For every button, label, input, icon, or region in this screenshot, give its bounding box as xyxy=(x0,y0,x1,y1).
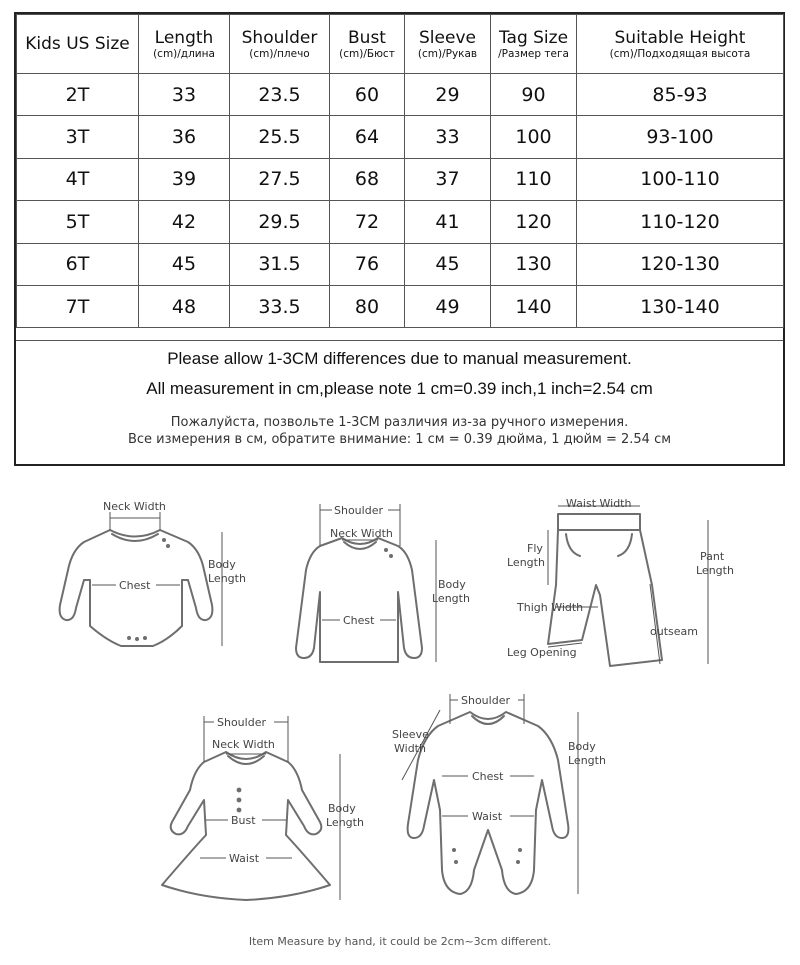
label-bust: Bust xyxy=(231,814,256,827)
table-cell: 33 xyxy=(139,74,230,116)
header-shoulder: Shoulder (cm)/плечо xyxy=(230,15,330,74)
label-shoulder: Shoulder xyxy=(461,694,510,707)
label-body: Body xyxy=(568,740,596,753)
bodysuit-snap xyxy=(135,637,139,641)
pants-diagram xyxy=(507,497,734,666)
bodysuit-button xyxy=(166,544,170,548)
table-cell: 93-100 xyxy=(577,116,784,158)
measurement-notes xyxy=(16,340,783,467)
bodysuit-button xyxy=(162,538,166,542)
table-cell: 39 xyxy=(139,158,230,200)
label-neck-width: Neck Width xyxy=(212,738,275,751)
table-cell: 31.5 xyxy=(230,243,330,285)
table-cell: 100-110 xyxy=(577,158,784,200)
header-length: Length (cm)/длина xyxy=(139,15,230,74)
table-row xyxy=(17,158,784,200)
header-size: Kids US Size xyxy=(17,15,139,74)
shirt-diagram xyxy=(296,503,470,662)
table-cell: 90 xyxy=(491,74,577,116)
table-cell: 76 xyxy=(330,243,405,285)
label-neck-width: Neck Width xyxy=(330,527,393,540)
label-neck-width: Neck Width xyxy=(103,500,166,513)
romper-outline xyxy=(408,712,569,894)
label-chest: Chest xyxy=(343,614,375,627)
label-body: Body xyxy=(208,558,236,571)
table-cell: 37 xyxy=(405,158,491,200)
dress-diagram xyxy=(162,715,364,900)
table-cell: 41 xyxy=(405,201,491,243)
label-sleeve-width: Width xyxy=(394,742,426,755)
table-cell: 45 xyxy=(405,243,491,285)
table-cell: 45 xyxy=(139,243,230,285)
label-pant-length: Length xyxy=(696,564,734,577)
table-cell: 140 xyxy=(491,285,577,327)
label-sleeve: Sleeve xyxy=(392,728,429,741)
label-waist: Waist xyxy=(229,852,260,865)
note-russian-1: Пожалуйста, позвольте 1-3CM различия из-за ручного измерения. xyxy=(170,415,629,430)
header-bust: Bust (cm)/Бюст xyxy=(330,15,405,74)
bodysuit-snap xyxy=(143,636,147,640)
label-thigh-width: Thigh Width xyxy=(517,601,584,614)
label-fly: Fly xyxy=(527,542,543,555)
label-pant: Pant xyxy=(700,550,725,563)
table-cell: 7T xyxy=(17,285,139,327)
note-english-2: All measurement in cm,please note 1 cm=0.39 inch,1 inch=2.54 cm xyxy=(146,379,653,398)
table-header-row xyxy=(17,15,784,74)
table-cell: 29 xyxy=(405,74,491,116)
label-length: Length xyxy=(432,592,470,605)
label-shoulder: Shoulder xyxy=(217,716,266,729)
table-cell: 110-120 xyxy=(577,201,784,243)
table-cell: 130-140 xyxy=(577,285,784,327)
shirt-button xyxy=(389,554,393,558)
table-row xyxy=(17,74,784,116)
table-cell: 48 xyxy=(139,285,230,327)
table-cell: 29.5 xyxy=(230,201,330,243)
romper-snap xyxy=(454,860,458,864)
romper-diagram xyxy=(392,693,606,894)
table-cell: 60 xyxy=(330,74,405,116)
table-cell: 100 xyxy=(491,116,577,158)
dress-button xyxy=(237,798,242,803)
footer-note: Item Measure by hand, it could be 2cm~3cm different. xyxy=(248,935,552,948)
table-cell: 3T xyxy=(17,116,139,158)
table-cell: 23.5 xyxy=(230,74,330,116)
dress-button xyxy=(237,808,242,813)
label-outseam: outseam xyxy=(650,625,698,638)
label-length: Length xyxy=(326,816,364,829)
table-cell: 6T xyxy=(17,243,139,285)
table-cell: 4T xyxy=(17,158,139,200)
pants-outline xyxy=(548,514,662,666)
size-chart-table xyxy=(14,12,785,466)
table-cell: 110 xyxy=(491,158,577,200)
table-cell: 2T xyxy=(17,74,139,116)
romper-snap xyxy=(516,860,520,864)
label-chest: Chest xyxy=(472,770,504,783)
header-tag-size: Tag Size /Размер тега xyxy=(491,15,577,74)
table-cell: 68 xyxy=(330,158,405,200)
measurement-diagrams xyxy=(0,480,800,965)
table-cell: 120 xyxy=(491,201,577,243)
shirt-outline xyxy=(296,538,422,662)
table-cell: 130 xyxy=(491,243,577,285)
note-russian-2: Все измерения в см, обратите внимание: 1 см = 0.39 дюйма, 1 дюйм = 2.54 см xyxy=(127,432,672,447)
romper-snap xyxy=(452,848,456,852)
table-cell: 5T xyxy=(17,201,139,243)
dress-button xyxy=(237,788,242,793)
outseam-arrow xyxy=(650,584,660,664)
shirt-button xyxy=(384,548,388,552)
label-length: Length xyxy=(568,754,606,767)
romper-snap xyxy=(518,848,522,852)
label-length: Length xyxy=(208,572,246,585)
table-cell: 27.5 xyxy=(230,158,330,200)
table-cell: 72 xyxy=(330,201,405,243)
table-cell: 33 xyxy=(405,116,491,158)
table-cell: 33.5 xyxy=(230,285,330,327)
label-leg-opening: Leg Opening xyxy=(507,646,577,659)
table-row xyxy=(17,285,784,327)
bodysuit-snap xyxy=(127,636,131,640)
label-body: Body xyxy=(328,802,356,815)
table-cell: 42 xyxy=(139,201,230,243)
table-row xyxy=(17,243,784,285)
note-english-1: Please allow 1-3CM differences due to manual measurement. xyxy=(167,349,632,368)
label-waist-width: Waist Width xyxy=(566,497,632,510)
pants-pocket xyxy=(566,534,580,556)
table-row xyxy=(17,116,784,158)
label-chest: Chest xyxy=(119,579,151,592)
table-cell: 49 xyxy=(405,285,491,327)
table-cell: 120-130 xyxy=(577,243,784,285)
table-cell: 36 xyxy=(139,116,230,158)
label-fly-length: Length xyxy=(507,556,545,569)
table-cell: 85-93 xyxy=(577,74,784,116)
label-shoulder: Shoulder xyxy=(334,504,383,517)
label-body: Body xyxy=(438,578,466,591)
bodysuit-diagram xyxy=(60,500,246,646)
table-cell: 64 xyxy=(330,116,405,158)
header-sleeve: Sleeve (cm)/Рукав xyxy=(405,15,491,74)
label-waist: Waist xyxy=(472,810,503,823)
header-suitable-height: Suitable Height (cm)/Подходящая высота xyxy=(577,15,784,74)
table-cell: 25.5 xyxy=(230,116,330,158)
table-cell: 80 xyxy=(330,285,405,327)
table-row xyxy=(17,201,784,243)
pants-pocket xyxy=(618,534,632,556)
size-table xyxy=(16,14,784,328)
